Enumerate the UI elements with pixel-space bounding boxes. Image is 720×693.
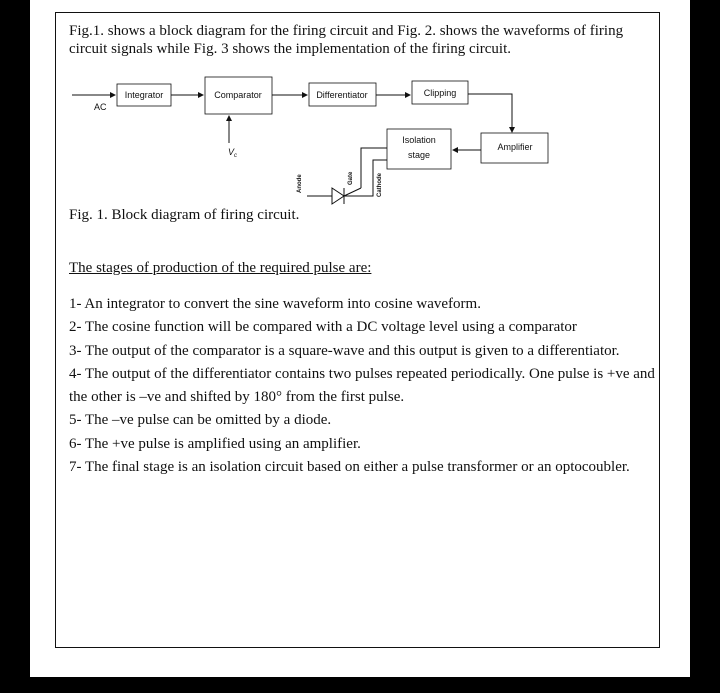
section-heading: The stages of production of the required pulse are: [69,260,372,276]
integrator-label: Integrator [124,90,164,100]
cathode-label: Cathode [377,173,383,197]
amplifier-label: Amplifier [497,142,533,152]
list-item: 2- The cosine function will be compared with a DC voltage level using a comparator [69,319,577,336]
arrow-clipping-amplifier [468,94,512,132]
anode-label: Anode [297,174,303,193]
differentiator-label: Differentiator [316,90,368,100]
stages-list [69,293,659,479]
list-item: 1- An integrator to convert the sine waveform into cosine waveform. [69,296,481,312]
gate-wire [361,148,387,188]
clipping-label: Clipping [423,88,457,98]
comparator-label: Comparator [214,90,262,100]
isolation-label-line1: Isolation [402,135,436,145]
intro-paragraph: Fig.1. shows a block diagram for the firing circuit and Fig. 2. shows the waveforms of firing circuit signals while Fig. 3 shows the implementation of the firing circuit. [69,23,624,57]
list-item: 3- The output of the comparator is a square-wave and this output is given to a differentiator. [69,342,620,359]
list-item: 6- The +ve pulse is amplified using an amplifier. [69,435,361,452]
list-item: 4- The output of the differentiator contains two pulses repeated periodically. One pulse is +ve and the other is –ve and shifted by 180° from the first pulse. [69,365,655,406]
gate-label: Gate [348,171,354,185]
thyristor-symbol [332,188,344,204]
list-item: 7- The final stage is an isolation circuit based on either a pulse transformer or an optocoubler. [69,459,630,476]
figure-caption: Fig. 1. Block diagram of firing circuit. [69,207,300,223]
vc-label: $V_c$ [228,147,238,159]
isolation-label-line2: stage [407,150,431,160]
list-item: 5- The –ve pulse can be omitted by a diode. [69,412,332,429]
ac-label: AC [94,102,107,112]
